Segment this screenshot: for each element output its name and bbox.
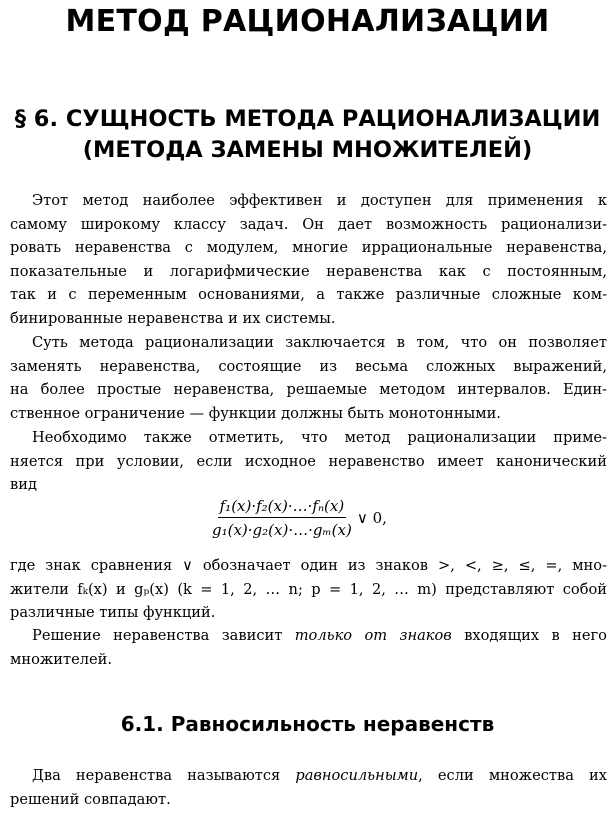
- text-line: где знак сравнения ∨ обозначает один из знаков >, <, ≥, ≤, =, мно-: [10, 557, 607, 574]
- canonical-inequality-formula: [210, 497, 387, 539]
- text-line: на более простые неравенства, решаемые методом интервалов. Един-: [10, 381, 607, 399]
- text-line: различные типы функций.: [10, 604, 216, 622]
- text-line: Необходимо также отметить, что метод рационализации приме-: [32, 429, 607, 446]
- text-line: бинированные неравенства и их системы.: [10, 309, 336, 327]
- text-line: жители fₖ(x) и gₚ(x) (k = 1, 2, … n; p = 1, 2, … m) представляют собой: [10, 580, 607, 598]
- emphasis-text: равносильными: [295, 767, 419, 784]
- fraction: [210, 497, 354, 539]
- paragraph-1: [10, 189, 607, 331]
- text-line: самому широкому классу задач. Он дает возможность рационализи-: [10, 215, 607, 233]
- subsection-title: 6.1. Равносильность неравенств: [120, 712, 495, 736]
- text-run: Два неравенства называются: [32, 767, 296, 784]
- text-line: заменять неравенства, состоящие из весьма сложных выражений,: [10, 357, 607, 375]
- paragraph-3: [10, 426, 607, 497]
- text-line: ровать неравенства с модулем, многие иррациональные неравенства,: [10, 239, 607, 257]
- formula-comparison: ∨ 0,: [356, 509, 387, 527]
- text-run: , если множества их: [418, 767, 607, 784]
- section-title-line-1: § 6. СУЩНОСТЬ МЕТОДА РАЦИОНАЛИЗАЦИИ: [14, 106, 601, 132]
- section-title: [0, 104, 615, 166]
- emphasis-text: только от знаков: [294, 627, 452, 644]
- text-line: множителей.: [10, 650, 112, 668]
- text-line: [10, 624, 607, 648]
- text-run: Решение неравенства зависит: [32, 627, 295, 644]
- paragraph-5: [10, 624, 607, 671]
- paragraph-4: [10, 554, 607, 625]
- text-line: вид: [10, 476, 37, 494]
- section-title-line-2: (МЕТОДА ЗАМЕНЫ МНОЖИТЕЛЕЙ): [82, 137, 533, 163]
- text-run: входящих в него: [451, 627, 607, 644]
- formula-denominator: g₁(x)·g₂(x)·…·gₘ(x): [212, 521, 352, 539]
- text-line: решений совпадают.: [10, 790, 171, 808]
- text-line: показательные и логарифмические неравенства как с постоянным,: [10, 262, 607, 280]
- paragraph-2: [10, 331, 607, 425]
- text-line: так и с переменным основаниями, а также различные сложные ком-: [10, 286, 607, 304]
- chapter-title: МЕТОД РАЦИОНАЛИЗАЦИИ: [65, 4, 550, 39]
- text-line: Этот метод наиболее эффективен и доступен для применения к: [32, 192, 607, 209]
- formula-numerator: f₁(x)·f₂(x)·…·fₙ(x): [218, 497, 347, 518]
- paragraph-6: [10, 764, 607, 811]
- text-line: ственное ограничение — функции должны быть монотонными.: [10, 404, 501, 422]
- text-line: няется при условии, если исходное неравенство имеет канонический: [10, 452, 607, 470]
- text-line: Суть метода рационализации заключается в том, что он позволяет: [32, 334, 607, 351]
- text-line: [10, 764, 607, 788]
